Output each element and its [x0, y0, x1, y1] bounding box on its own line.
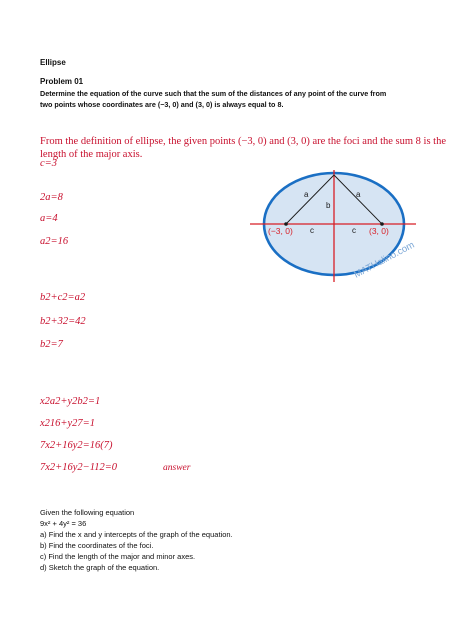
label-b: b: [326, 201, 331, 210]
equation-expanded: 7x2+16y2=16(7): [40, 440, 113, 451]
problem-label: Problem 01: [40, 77, 84, 86]
problem-text-line-1: Determine the equation of the curve such that the sum of the distances of any point of the curve from: [40, 89, 387, 98]
solution-intro-line-2: length of the major axis.: [40, 149, 143, 160]
label-c-right: c: [352, 226, 356, 235]
label-c-left: c: [310, 226, 314, 235]
page-title: Ellipse: [40, 58, 66, 67]
equation-standard-form: x2a2+y2b2=1: [40, 396, 101, 407]
equation-a: a=4: [40, 213, 58, 224]
equation-substituted-form: x216+y27=1: [40, 418, 95, 429]
given-title: Given the following equation: [40, 508, 135, 517]
problem-text-line-2: two points whose coordinates are (−3, 0) and (3, 0) is always equal to 8.: [40, 100, 284, 109]
label-a-left: a: [304, 190, 309, 199]
task-d: d) Sketch the graph of the equation.: [40, 563, 160, 572]
ellipse-figure: [248, 168, 420, 286]
equation-2a: 2a=8: [40, 192, 63, 203]
equation-substituted: b2+32=42: [40, 316, 86, 327]
equation-a-squared: a2=16: [40, 236, 69, 247]
task-c: c) Find the length of the major and minor axes.: [40, 552, 196, 561]
equation-c: c=3: [40, 158, 57, 169]
equation-b-squared: b2=7: [40, 339, 63, 350]
answer-label: answer: [163, 463, 191, 473]
task-a: a) Find the x and y intercepts of the graph of the equation.: [40, 530, 233, 539]
given-equation: 9x² + 4y² = 36: [40, 519, 87, 528]
task-b: b) Find the coordinates of the foci.: [40, 541, 154, 550]
equation-pythagoras: b2+c2=a2: [40, 292, 86, 303]
equation-final: 7x2+16y2−112=0: [40, 462, 118, 473]
focus-left-label: (−3, 0): [268, 226, 293, 236]
focus-right-label: (3, 0): [369, 226, 389, 236]
label-a-right: a: [356, 190, 361, 199]
watermark-text: MATHalino.com: [352, 239, 417, 281]
solution-intro-line-1: From the definition of ellipse, the given points (−3, 0) and (3, 0) are the foci and the sum 8 is the: [40, 136, 446, 147]
